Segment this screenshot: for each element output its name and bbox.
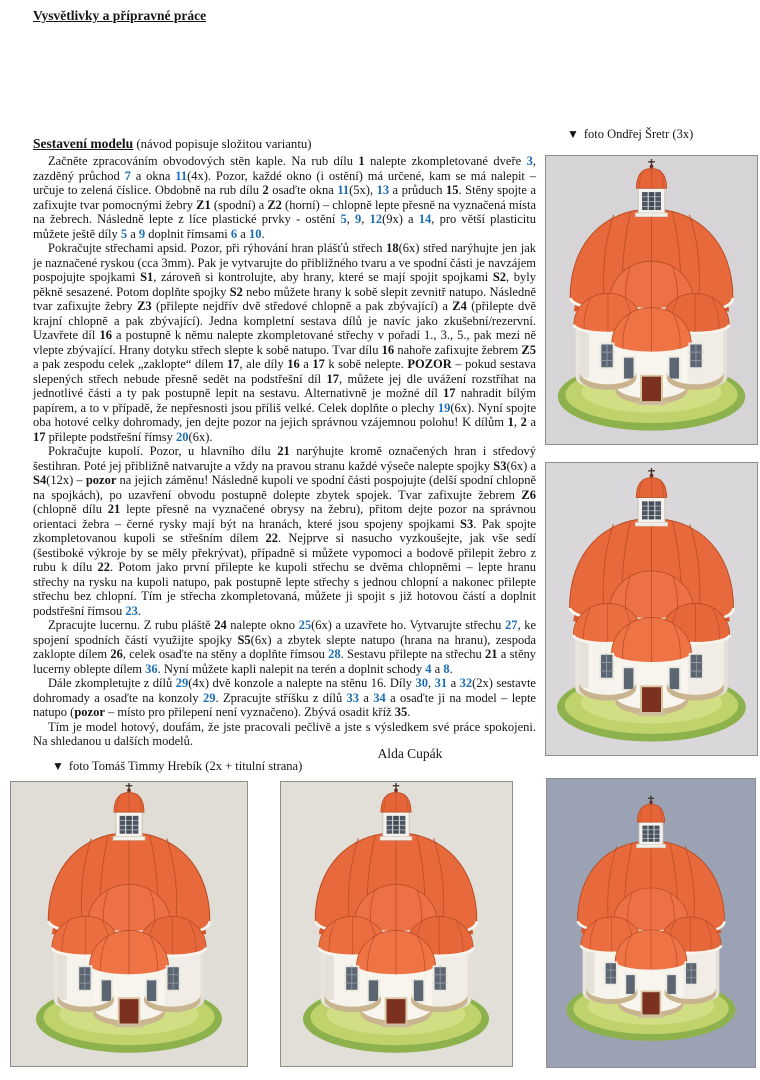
photo-model-right-top	[545, 155, 758, 445]
assembly-paragraph-6: Tím je model hotový, doufám, že jste pracovali pečlivě a jste s výsledkem své práce spokojeni. Na shledanou u dalších modelů.	[33, 719, 536, 748]
photo-model-bottom-middle	[280, 781, 513, 1067]
assembly-paragraph-5: Dále zkompletujte z dílů 29(4x) dvě konzole a nalepte na stěnu 16. Díly 30, 31 a 32(2x) sestavte dohromady a osaďte na konzoly 29. Zpracujte stříšku z dílů 33 a 34 a osaďte ji na model – lepte natupo (pozor – místo pro přilepení není vyznačeno). Zbývá osadit kříž 35.	[33, 676, 536, 719]
photo-caption-bottom-left	[52, 759, 302, 774]
assembly-paragraph-3: Pokračujte kupolí. Pozor, u hlavního dílu 21 narýhujte kromě označených hran i středový šestihran. Poté jej přibližně natvarujte a vždy na pravou stranu každé výseče nalepte spojky S3(6x) a S4(12x) – pozor na jejich záměnu! Následně kupoli ve spodní části pospojujte (delší spodní chlopně na spojkách), po uzavření obvodu postupně dolepte zbytek spojek. Tvar zafixujte žebrem Z6 (chlopně dílu 21 lepte přesně na vyznačené obrysy na žebru), přitom dejte pozor na správnou orientaci žebra – černé rysky mají být na hranách, které jsou spojeny spojkami S3. Pak spojte zkompletovanou kupoli se střešním dílem 22. Nejprve si nasucho vyzkoušejte, jak vše sedí (šestiboké výkroje by se měly překrývat), případně si můžete vypomoci a bodově přilepit žebro z rubu k dílu 22. Potom jako první přilepte ke kupoli střechu se dvěma chlopněmi – lepte hranu střechy na rysku na kupoli natupo, pak postupně lepte střechy s jednou chlopní a nakonec přilepte střechu bez chlopní. Tím je střecha zkompletovaná, můžete ji spojit s již hotovou částí a doplnit podstřešní římsou 23.	[33, 444, 537, 618]
author-signature: Alda Cupák	[377, 746, 443, 761]
section-heading-assembly	[33, 136, 536, 152]
assembly-paragraph-2: Pokračujte střechami apsid. Pozor, při rýhování hran plášťů střech 18(6x) střed narýhujte jen jak je naznačené ryskou (cca 3mm). Pak je vytvarujte do přibližného tvaru a ve spodní části je navzájem pospojujte spojkami S1, zároveň si kontrolujte, aby hrany, které se mají spojit spojkami S2, byly pěkně sesazené. Potom doplňte spojky S2 nebo můžete hrany k sobě slepit zevnitř natupo. Následně tvar zafixujte žebry Z3 (přilepte nejdřív dvě středové chlopně a pak zbývající) a Z4 (přilepte dvě krajní chlopně a pak zbývající). Jedna kompletní sestava dílů je navíc jako zkušební/rezervní. Uzavřete díl 16 a postupně k němu nalepte zkompletované střechy v pořadí 1., 3., 5., pak mezi ně vlepte zbývající. Hrany dotyku střech slepte k sobě natupo. Tvar dílu 16 nahoře zafixujte žebrem Z5 a pak zespodu celek „zaklopte“ dílem 17, ale díly 16 a 17 k sobě nelepte. POZOR – pokud sestava slepených střech nebude přesně sedět na podstřešní díl 17, můžete jej dle uvážení rozstříhat na jednotlivé části a ty pak postupně lepit na sestavu. Alternativně je možné díl 17 nahradit bílým papírem, a to v případě, že nepřesnosti jsou příliš velké. Celek doplňte o plechy 19(6x). Nyní spojte oba hotové celky dohromady, jen dejte pozor na jejich správnou vzájemnou polohu! K dílům 1, 2 a 17 přilepte podstřešní římsy 20(6x).	[33, 241, 537, 444]
section-assembly	[33, 136, 536, 749]
section-title-explanatory: Vysvětlivky a přípravné práce	[33, 8, 207, 23]
section-subtitle-assembly: (návod popisuje složitou variantu)	[133, 137, 312, 151]
section-explanatory	[33, 8, 736, 24]
photo-caption-top-right	[567, 127, 693, 142]
assembly-paragraph-4: Zpracujte lucernu. Z rubu pláště 24 nalepte okno 25(6x) a uzavřete ho. Vytvarujte střechu 27, ke spojení spodních částí využijte spojky S5(6x) a zbytek slepte natupo (hrana na hranu), zespoda zaklopte dílem 26, celek osaďte na stěny a doplňte římsou 28. Sestavu přilepte na střechu 21 a stěny lucerny oblepte dílem 36. Nyní můžete kapli nalepit na terén a doplnit schody 4 a 8.	[33, 618, 536, 676]
photo-caption-bottom-left-text: foto Tomáš Timmy Hrebík (2x + titulní strana)	[68, 759, 303, 773]
down-triangle-icon: ▼	[567, 127, 579, 141]
assembly-paragraph-1: Začněte zpracováním obvodových stěn kaple. Na rub dílu 1 nalepte zkompletované dveře 3, zazděný průchod 7 a okna 11(4x). Pozor, každé okno (i ostění) má určené, kam se má nalepit – určuje to zelená číslice. Obdobně na rub dílu 2 osaďte okna 11(5x), 13 a průduch 15. Stěny spojte a zafixujte tvar pomocnými žebry Z1 (spodní) a Z2 (horní) – chlopně lepte přesně na vyznačená místa na žebrech. Následně lepte z líce plastické prvky - ostění 5, 9, 12(9x) a 14, pro větší plasticitu můžete ještě díly 5 a 9 doplnit římsami 6 a 10.	[33, 154, 537, 241]
section-title-assembly: Sestavení modelu	[33, 136, 134, 151]
down-triangle-icon: ▼	[52, 759, 64, 773]
photo-model-right-middle	[545, 462, 758, 756]
photo-model-right-bottom	[546, 778, 756, 1068]
photo-model-bottom-left	[10, 781, 248, 1067]
photo-caption-top-right-text: foto Ondřej Šretr (3x)	[583, 127, 694, 141]
